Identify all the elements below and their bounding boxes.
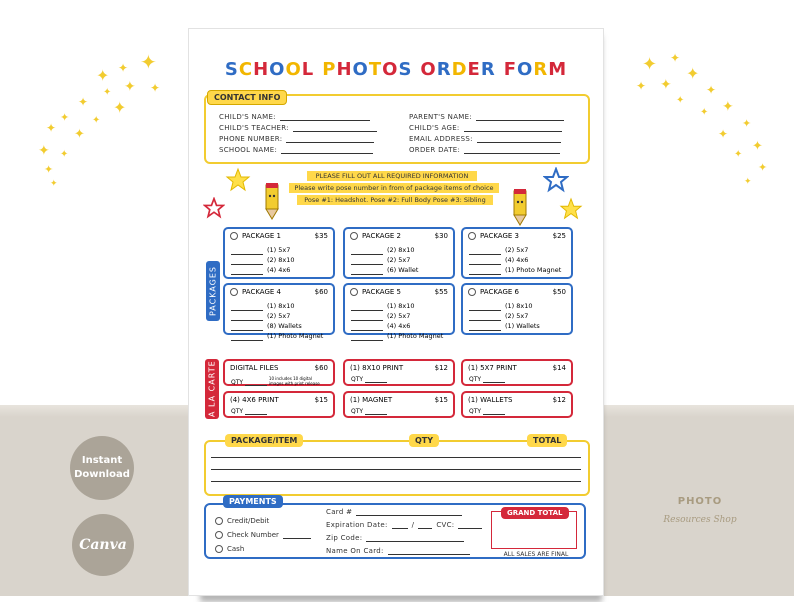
- check-label: Check Number: [227, 531, 279, 539]
- title-letter: T: [368, 59, 383, 80]
- email-address-field[interactable]: [477, 136, 561, 143]
- order-line[interactable]: [211, 469, 581, 470]
- title-letter: O: [420, 59, 437, 80]
- childs-teacher-field[interactable]: [293, 125, 377, 132]
- qty-label: QTY: [351, 408, 364, 415]
- qty-label: QTY: [469, 408, 482, 415]
- package-items: [469, 245, 561, 275]
- pencil-left-icon: [259, 181, 285, 221]
- package-radio[interactable]: [230, 232, 238, 240]
- alacarte-header: [350, 364, 448, 372]
- pose-field[interactable]: [231, 334, 263, 341]
- alacarte-tab: A LA CARTE: [205, 359, 219, 419]
- alacarte-price: $60: [314, 364, 328, 372]
- pose-field[interactable]: [351, 268, 383, 275]
- credit-label: Credit/Debit: [227, 517, 270, 525]
- alacarte-header: [230, 396, 328, 404]
- alacarte-price: $15: [314, 396, 328, 404]
- alacarte-price: $14: [552, 364, 566, 372]
- package-name: PACKAGE 3: [480, 232, 519, 240]
- title-letter: O: [517, 59, 534, 80]
- package-card-3[interactable]: [461, 227, 573, 279]
- title-letter: H: [336, 59, 353, 80]
- package-item: [231, 321, 323, 331]
- package-items: [351, 245, 418, 275]
- childs-name-label: CHILD'S NAME:: [219, 113, 276, 121]
- col-qty: QTY: [409, 434, 439, 447]
- pose-field[interactable]: [469, 268, 501, 275]
- package-name: PACKAGE 6: [480, 288, 519, 296]
- check-number-field[interactable]: [283, 532, 311, 539]
- school-name-label: SCHOOL NAME:: [219, 146, 278, 154]
- zip-label: Zip Code:: [326, 534, 363, 542]
- pose-field[interactable]: [351, 334, 383, 341]
- package-item-label: (1) 5x7: [267, 246, 291, 254]
- alacarte-card-6[interactable]: [461, 391, 573, 418]
- package-item-label: (1) 8x10: [387, 302, 415, 310]
- package-item: [231, 301, 323, 311]
- alacarte-note: 10 includes 10 digital images with print release: [268, 376, 320, 386]
- package-radio[interactable]: [350, 288, 358, 296]
- alacarte-price: $12: [552, 396, 566, 404]
- package-name: PACKAGE 5: [362, 288, 401, 296]
- package-item: [469, 301, 540, 311]
- order-table-box: [204, 440, 590, 496]
- package-radio[interactable]: [350, 232, 358, 240]
- qty-field[interactable]: [365, 408, 387, 415]
- package-items: [351, 301, 443, 341]
- qty-field[interactable]: [365, 376, 387, 383]
- name-on-card-label: Name On Card:: [326, 547, 384, 555]
- alacarte-qty: [351, 408, 387, 415]
- exp-year-field[interactable]: [418, 522, 432, 529]
- package-item: [469, 255, 561, 265]
- col-package-item: PACKAGE/ITEM: [225, 434, 303, 447]
- expiration-label: Expiration Date:: [326, 521, 388, 529]
- qty-field[interactable]: [483, 408, 505, 415]
- package-item: [351, 311, 443, 321]
- order-date-label: ORDER DATE:: [409, 146, 461, 154]
- package-item-label: (2) 5x7: [387, 312, 411, 320]
- option-check-number[interactable]: [215, 531, 311, 539]
- package-card-5[interactable]: [343, 283, 455, 340]
- alacarte-header: [468, 364, 566, 372]
- star-doodle-icon: [225, 167, 251, 193]
- package-header: [350, 288, 448, 296]
- package-item-label: (1) Photo Magnet: [505, 266, 562, 274]
- title-letter: O: [285, 59, 302, 80]
- package-item-label: (1) 8x10: [267, 302, 295, 310]
- packages-tab: PACKAGES: [206, 261, 220, 321]
- package-item: [351, 245, 418, 255]
- info-line-2: Please write pose number in from of package items of choice: [289, 183, 499, 193]
- qty-label: QTY: [469, 376, 482, 383]
- childs-teacher-label: CHILD'S TEACHER:: [219, 124, 289, 132]
- order-date-field[interactable]: [464, 147, 560, 154]
- package-header: [230, 232, 328, 240]
- title-letter: E: [467, 59, 481, 80]
- alacarte-price: $15: [434, 396, 448, 404]
- title-letter: R: [436, 59, 452, 80]
- package-item-label: (2) 5x7: [505, 312, 529, 320]
- alacarte-qty: [231, 376, 323, 386]
- pose-field[interactable]: [231, 314, 263, 321]
- alacarte-price: $12: [434, 364, 448, 372]
- info-line-3: Pose #1: Headshot. Pose #2: Full Body Pose #3: Sibling: [297, 195, 493, 205]
- card-field[interactable]: [356, 509, 462, 516]
- cash-radio[interactable]: [215, 545, 223, 553]
- parents-name-field[interactable]: [476, 114, 564, 121]
- package-header: [468, 232, 566, 240]
- alacarte-card-1[interactable]: [223, 359, 335, 386]
- col-total: TOTAL: [527, 434, 567, 447]
- title-letter: O: [269, 59, 286, 80]
- alacarte-name: DIGITAL FILES: [230, 364, 279, 372]
- package-item-label: (4) 4x6: [387, 322, 411, 330]
- package-item-label: (6) Wallet: [387, 266, 419, 274]
- pose-field[interactable]: [351, 248, 383, 255]
- alacarte-name: (1) WALLETS: [468, 396, 513, 404]
- pose-field[interactable]: [469, 314, 501, 321]
- childs-age-label: CHILD'S AGE:: [409, 124, 460, 132]
- title-letter: L: [301, 59, 315, 80]
- name-on-card-field[interactable]: [388, 548, 470, 555]
- pose-field[interactable]: [469, 258, 501, 265]
- brand-bottom: Resources Shop: [663, 515, 737, 525]
- payments-tag: PAYMENTS: [223, 495, 283, 508]
- exp-month-field[interactable]: [392, 522, 408, 529]
- phone-number-label: PHONE NUMBER:: [219, 135, 283, 143]
- package-price: $30: [434, 232, 448, 240]
- title-letter: S: [224, 59, 239, 80]
- pose-field[interactable]: [469, 304, 501, 311]
- package-item-label: (4) 4x6: [505, 256, 529, 264]
- all-sales-final: ALL SALES ARE FINAL: [503, 551, 569, 558]
- package-radio[interactable]: [468, 232, 476, 240]
- title-letter: S: [398, 59, 413, 80]
- pose-field[interactable]: [231, 304, 263, 311]
- package-items: [231, 245, 295, 275]
- package-price: $35: [314, 232, 328, 240]
- package-item: [231, 311, 323, 321]
- check-radio[interactable]: [215, 531, 223, 539]
- badge-line-download: Download: [74, 469, 130, 480]
- package-name: PACKAGE 2: [362, 232, 401, 240]
- package-item: [351, 255, 418, 265]
- title-letter: P: [322, 59, 337, 80]
- alacarte-name: (4) 4X6 PRINT: [230, 396, 279, 404]
- instant-download-badge: [70, 436, 134, 500]
- title-letter: D: [451, 59, 468, 80]
- alacarte-header: [468, 396, 566, 404]
- school-name-field[interactable]: [281, 147, 373, 154]
- alacarte-header: [230, 364, 328, 372]
- parents-name-label: PARENT'S NAME:: [409, 113, 472, 121]
- option-cash[interactable]: [215, 545, 244, 553]
- package-item-label: (2) 8x10: [387, 246, 415, 254]
- package-item-label: (1) Wallets: [505, 322, 540, 330]
- phone-number-field[interactable]: [286, 136, 374, 143]
- pose-field[interactable]: [231, 324, 263, 331]
- package-name: PACKAGE 1: [242, 232, 281, 240]
- package-items: [469, 301, 540, 331]
- package-item-label: (2) 5x7: [267, 312, 291, 320]
- pencil-right-icon: [507, 187, 533, 227]
- grand-total-label: GRAND TOTAL: [501, 507, 569, 519]
- package-item-label: (1) Photo Magnet: [387, 332, 444, 340]
- order-line[interactable]: [211, 481, 581, 482]
- cash-label: Cash: [227, 545, 245, 553]
- option-credit-debit[interactable]: [215, 517, 269, 525]
- credit-radio[interactable]: [215, 517, 223, 525]
- title-letter: F: [503, 59, 518, 80]
- alacarte-header: [350, 396, 448, 404]
- package-item-label: (1) 8x10: [505, 302, 533, 310]
- badge-line-instant: Instant: [81, 455, 123, 466]
- qty-field[interactable]: [483, 376, 505, 383]
- pose-field[interactable]: [231, 258, 263, 265]
- blue-star-doodle-icon: [543, 167, 569, 193]
- title-letter: O: [352, 59, 369, 80]
- order-form-sheet: SCHOOL PHOTOS ORDER FORM CONTACT INFO CHILD'S NAME: CHILD'S TEACHER: PHONE NUMBER: SCHOOL NAME: PARENT'S NAME: CHILD'S AGE: EMAIL ADDRESS: ORDER DATE: PLEASE FILL OUT ALL REQUIRED INFORMATION Please write pose number in from of package items of choice Pose #1: Headshot. Pose #2: Full Body Pose #3: Sibling PACKAGES PACKAGE 1 $35 (1) 5x7 (2) 8x10 (4) 4x6 PACKAGE 2 $30 (2) 8x10 (2) 5x7 (6) Wallet PACKAGE 3 $25 (2) 5x7 (4) 4x6 (1) Photo Magnet PACKAGE 4 $60 (1) 8x10 (2) 5x7 (8) Wallets (1) Photo Magnet PACKAGE 5 $55 (1) 8x10 (2) 5x7 (4) 4x6 (1) Photo Magnet PACKAGE 6 $50 (1) 8x10 (2) 5x7 (1) Wallets A LA CARTE DIGITAL FILES $60 QTY 10 includes 10 digital images with print release (1) 8X10 PRINT $12 QTY (1) 5X7 PRINT $14 QTY (4) 4X6 PRINT $15 QTY (1) MAGNET $15 QTY (1) WALLETS $12 QTY PACKAGE/ITEM QTY TOTAL PAYMENTS Credit/Debit Check Number Cash Card # Expiration Date: / CVC: Zip Code: Name On Card: GRAND TOTAL ALL SALES ARE FINAL: [188, 28, 604, 596]
- alacarte-qty: [469, 408, 505, 415]
- pose-field[interactable]: [469, 248, 501, 255]
- package-card-6[interactable]: [461, 283, 573, 335]
- package-item: [351, 331, 443, 341]
- qty-label: QTY: [231, 408, 244, 415]
- alacarte-card-2[interactable]: [343, 359, 455, 386]
- alacarte-name: (1) MAGNET: [350, 396, 393, 404]
- package-item: [351, 301, 443, 311]
- package-item-label: (2) 5x7: [505, 246, 529, 254]
- order-line[interactable]: [211, 457, 581, 458]
- brand-top: PHOTO: [677, 496, 723, 507]
- qty-field[interactable]: [245, 379, 267, 386]
- card-label: Card #: [326, 508, 353, 516]
- package-card-1[interactable]: [223, 227, 335, 279]
- pose-field[interactable]: [351, 314, 383, 321]
- canva-logo-text: Canva: [79, 537, 127, 553]
- childs-name-field[interactable]: [280, 114, 370, 121]
- package-items: [231, 301, 323, 341]
- cvc-field[interactable]: [458, 522, 482, 529]
- form-title: [189, 59, 603, 80]
- package-price: $50: [552, 288, 566, 296]
- alacarte-qty: [231, 408, 267, 415]
- package-header: [468, 288, 566, 296]
- package-item: [231, 245, 295, 255]
- package-header: [350, 232, 448, 240]
- package-item-label: (2) 5x7: [387, 256, 411, 264]
- title-letter: H: [253, 59, 270, 80]
- title-letter: C: [238, 59, 254, 80]
- package-item: [469, 321, 540, 331]
- package-item: [351, 265, 418, 275]
- package-item-label: (4) 4x6: [267, 266, 291, 274]
- package-item-label: (1) Photo Magnet: [267, 332, 324, 340]
- title-letter: R: [533, 59, 549, 80]
- package-item: [231, 331, 323, 341]
- package-card-2[interactable]: [343, 227, 455, 279]
- pose-field[interactable]: [231, 268, 263, 275]
- alacarte-qty: [469, 376, 505, 383]
- pose-field[interactable]: [351, 304, 383, 311]
- package-item: [469, 245, 561, 255]
- package-price: $25: [552, 232, 566, 240]
- contact-info-tag: CONTACT INFO: [207, 90, 287, 105]
- package-radio[interactable]: [468, 288, 476, 296]
- package-item-label: (2) 8x10: [267, 256, 295, 264]
- cvc-label: CVC:: [436, 521, 455, 529]
- alacarte-card-3[interactable]: [461, 359, 573, 386]
- yellow-star-doodle-icon: [559, 197, 583, 221]
- qty-label: QTY: [351, 376, 364, 383]
- title-letter: R: [480, 59, 496, 80]
- alacarte-card-5[interactable]: [343, 391, 455, 418]
- alacarte-card-4[interactable]: [223, 391, 335, 418]
- pose-field[interactable]: [351, 258, 383, 265]
- qty-label: QTY: [231, 379, 244, 386]
- package-item: [351, 321, 443, 331]
- canva-badge: [72, 514, 134, 576]
- package-card-4[interactable]: [223, 283, 335, 340]
- title-letter: O: [382, 59, 399, 80]
- package-radio[interactable]: [230, 288, 238, 296]
- alacarte-name: (1) 8X10 PRINT: [350, 364, 404, 372]
- package-item: [469, 265, 561, 275]
- package-item-label: (8) Wallets: [267, 322, 302, 330]
- alacarte-name: (1) 5X7 PRINT: [468, 364, 517, 372]
- pose-field[interactable]: [231, 248, 263, 255]
- package-item: [231, 265, 295, 275]
- brand-logo: [640, 496, 760, 525]
- title-letter: M: [548, 59, 568, 80]
- email-address-label: EMAIL ADDRESS:: [409, 135, 473, 143]
- pose-field[interactable]: [351, 324, 383, 331]
- package-name: PACKAGE 4: [242, 288, 281, 296]
- pose-field[interactable]: [469, 324, 501, 331]
- package-item: [231, 255, 295, 265]
- package-price: $60: [314, 288, 328, 296]
- zip-field[interactable]: [366, 535, 464, 542]
- package-item: [469, 311, 540, 321]
- package-header: [230, 288, 328, 296]
- info-line-1: PLEASE FILL OUT ALL REQUIRED INFORMATION: [307, 171, 477, 181]
- childs-age-field[interactable]: [464, 125, 562, 132]
- alacarte-qty: [351, 376, 387, 383]
- qty-field[interactable]: [245, 408, 267, 415]
- red-star-doodle-icon: [203, 197, 225, 219]
- package-price: $55: [434, 288, 448, 296]
